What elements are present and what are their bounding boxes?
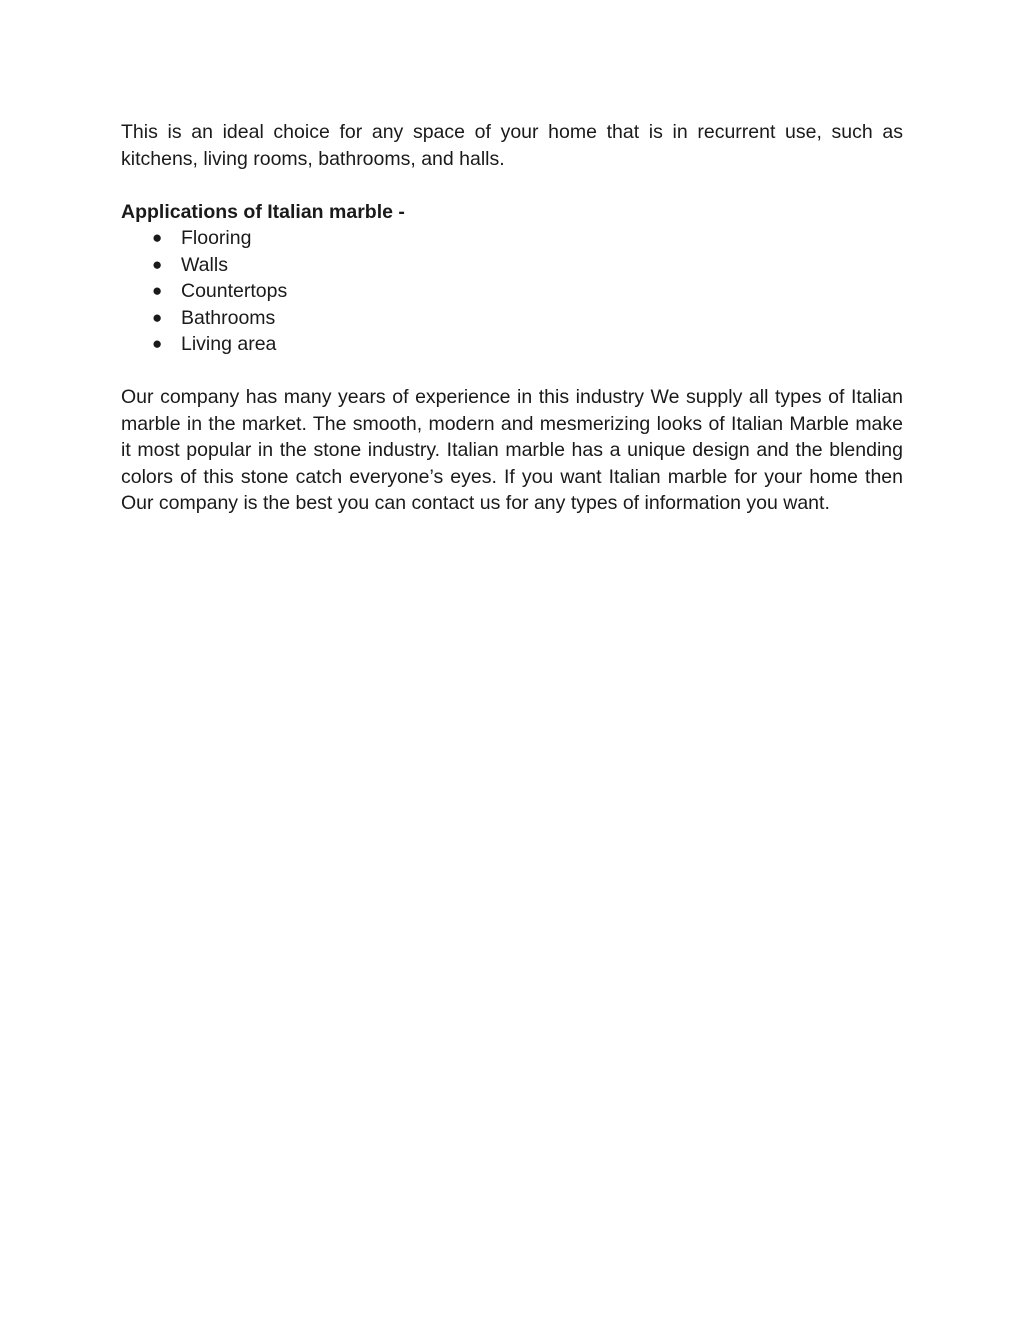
list-item: [121, 331, 903, 358]
list-item-label: Bathrooms: [181, 306, 276, 329]
bullet-icon: ●: [152, 307, 163, 327]
bullet-icon: ●: [152, 281, 163, 300]
list-item: [121, 225, 903, 252]
list-item: [121, 305, 903, 332]
document-page: [121, 119, 903, 517]
company-paragraph: Our company has many years of experience in this industry We supply all types of Italian marble in the market. The smooth, modern and mesmerizing looks of Italian Marble make it most popular in the stone industry. Italian marble has a unique design and the blending colors of this stone catch everyone’s eyes. If you want Italian marble for your home then Our company is the best you can contact us for any types of information you want.: [121, 386, 903, 514]
bullet-icon: ●: [152, 254, 163, 274]
intro-paragraph: This is an ideal choice for any space of your home that is in recurrent use, such as kitchens, living rooms, bathrooms, and halls.: [121, 121, 903, 170]
paragraph-spacer: [121, 172, 903, 199]
list-item: [121, 252, 903, 279]
applications-list: [121, 225, 903, 358]
list-item-label: Living area: [181, 333, 277, 355]
bullet-icon: ●: [152, 228, 163, 247]
applications-heading: Applications of Italian marble -: [121, 200, 405, 223]
list-item-label: Countertops: [181, 280, 288, 302]
list-item-label: Walls: [181, 253, 228, 276]
bullet-icon: ●: [152, 334, 163, 353]
paragraph-spacer: [121, 358, 903, 385]
list-item: [121, 278, 903, 305]
list-item-label: Flooring: [181, 227, 252, 249]
